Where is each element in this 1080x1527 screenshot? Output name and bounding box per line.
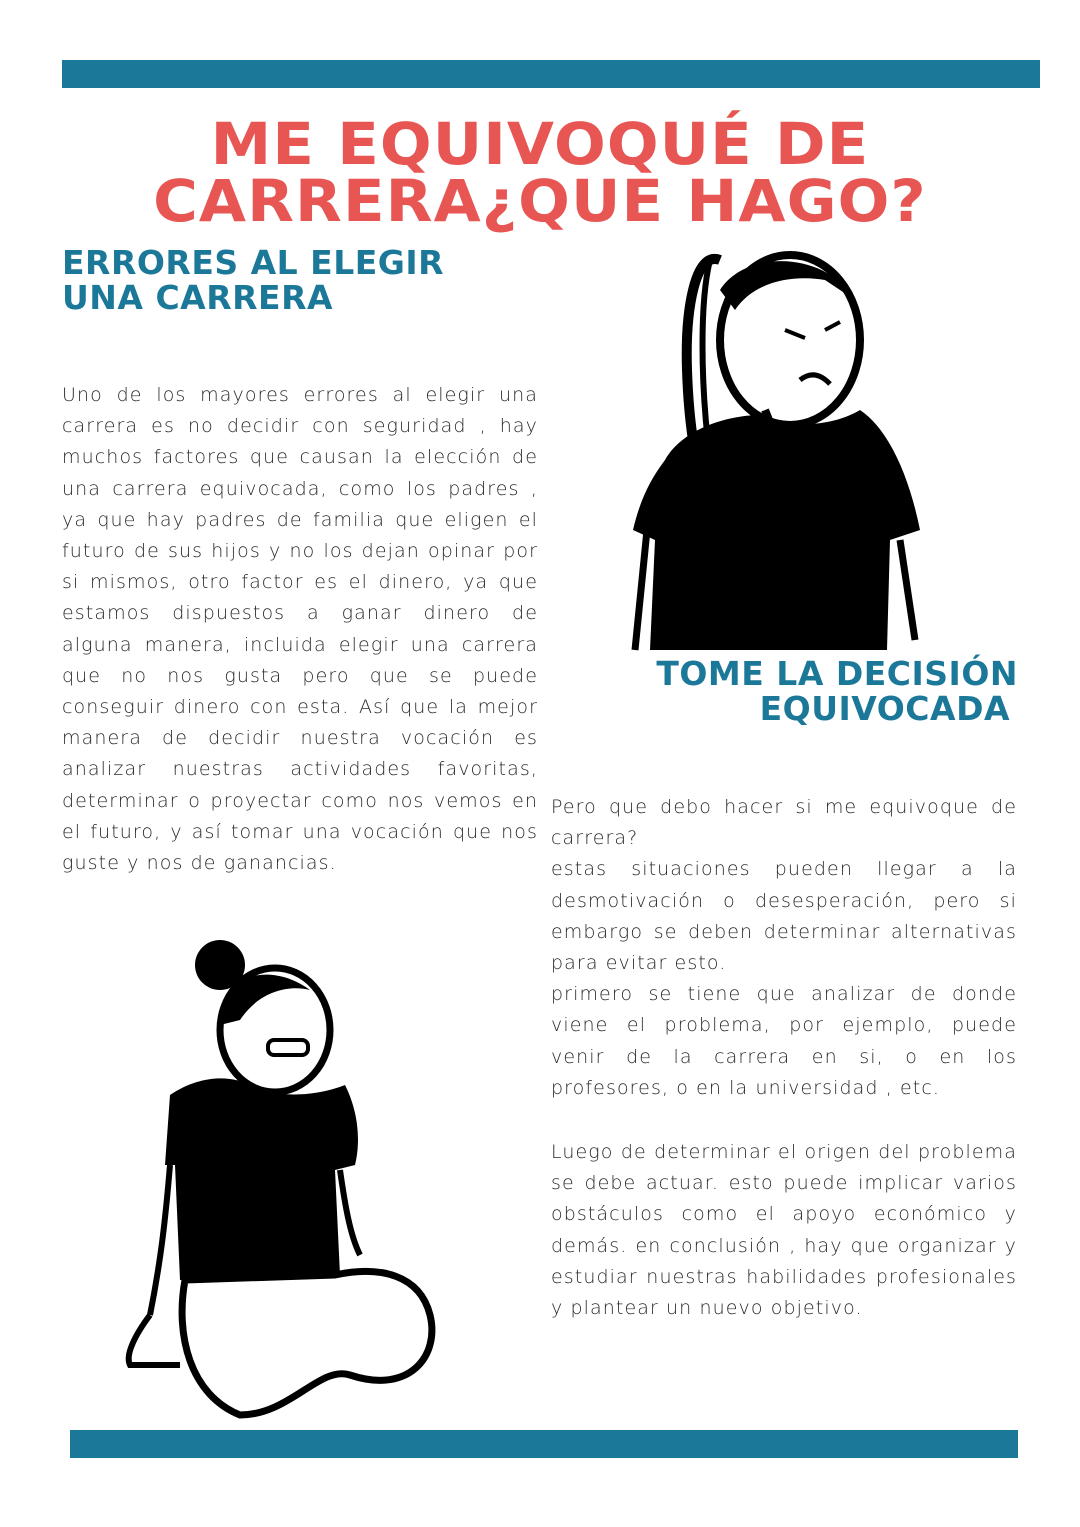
heading-line: ERRORES AL ELEGIR: [62, 243, 445, 282]
sad-girl-illustration: [625, 230, 925, 655]
body-text: Luego de determinar el origen del problema se debe actuar. esto puede implicar varios obstáculos como el apoyo económico y demás. en conclusión , hay que organizar y estudiar nuestras habilidades profesionales y plantear un nuevo objetivo.: [551, 1141, 1017, 1320]
body-text: Uno de los mayores errores al elegir una carrera es no decidir con seguridad , hay muchos factores que causan la elección de una carrera equivocada, como los padres , ya que hay padres de familia que eligen el futuro de sus hijos y no los dejan opinar por si mismos, otro factor es el dinero, ya que estamos dispuestos a ganar dinero de alguna manera, incluida elegir una carrera que no nos gusta pero que se puede conseguir dinero con esta. Así que la mejor manera de decidir nuestra vocación es analizar nuestras actividades favoritas, determinar o proyectar como nos vemos en el futuro, y así tomar una vocación que nos guste y nos de ganancias.: [62, 384, 538, 875]
top-decorative-bar: [62, 60, 1040, 88]
question-text: Pero que debo hacer si me equivoque de carrera?: [551, 796, 1017, 850]
body-text: primero se tiene que analizar de donde viene el problema, por ejemplo, puede venir de la carrera en si, o en los profesores, o en la universidad , etc.: [551, 983, 1017, 1099]
page-title-line1: ME EQUIVOQUÉ DE: [210, 110, 870, 178]
heading-line: UNA CARRERA: [62, 278, 334, 317]
page-title-line2: CARRERA¿QUE HAGO?: [153, 167, 927, 235]
section-heading-errores: [62, 245, 444, 315]
heading-line: TOME LA DECISIÓN: [656, 654, 1018, 693]
heading-line: EQUIVOCADA: [759, 689, 1010, 728]
errores-paragraph: [62, 380, 538, 879]
decision-paragraph: [551, 792, 1017, 1104]
body-text: estas situaciones pueden llegar a la desmotivación o desesperación, pero si embargo se deben determinar alternativas para evitar esto.: [551, 858, 1017, 975]
bottom-decorative-bar: [70, 1430, 1018, 1458]
conclusion-paragraph: [551, 1137, 1017, 1324]
section-heading-decision: [590, 656, 1018, 726]
kneeling-girl-illustration: [120, 935, 450, 1420]
